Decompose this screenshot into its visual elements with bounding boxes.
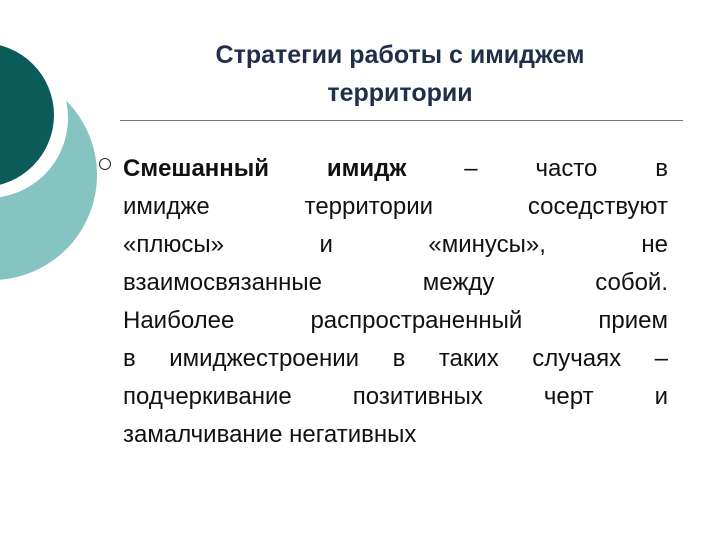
title-line-2: территории (327, 79, 473, 107)
bullet-circle-icon (99, 158, 111, 170)
bullet-line-6: в имиджестроении в таких случаях – (123, 345, 668, 372)
title-divider (120, 120, 683, 121)
bullet-paragraph (123, 150, 668, 454)
bullet-line-8: замалчивание негативных (123, 421, 417, 448)
bullet-line-4: взаимосвязанные между собой. (123, 269, 668, 296)
bullet-line-1 (123, 150, 668, 188)
slide-title (120, 36, 680, 112)
bullet-line-7: подчеркивание позитивных черт и (123, 383, 668, 410)
decorative-circles (0, 0, 120, 300)
bullet-line-5: Наиболее распространенный прием (123, 307, 668, 334)
bold-term: Смешанный имидж (123, 155, 407, 182)
title-line-1: Стратегии работы с имиджем (215, 41, 585, 69)
bullet-line-3: «плюсы» и «минусы», не (123, 231, 668, 258)
line-1-rest: – часто в (406, 155, 668, 182)
bullet-line-2: имидже территории соседствуют (123, 193, 668, 220)
